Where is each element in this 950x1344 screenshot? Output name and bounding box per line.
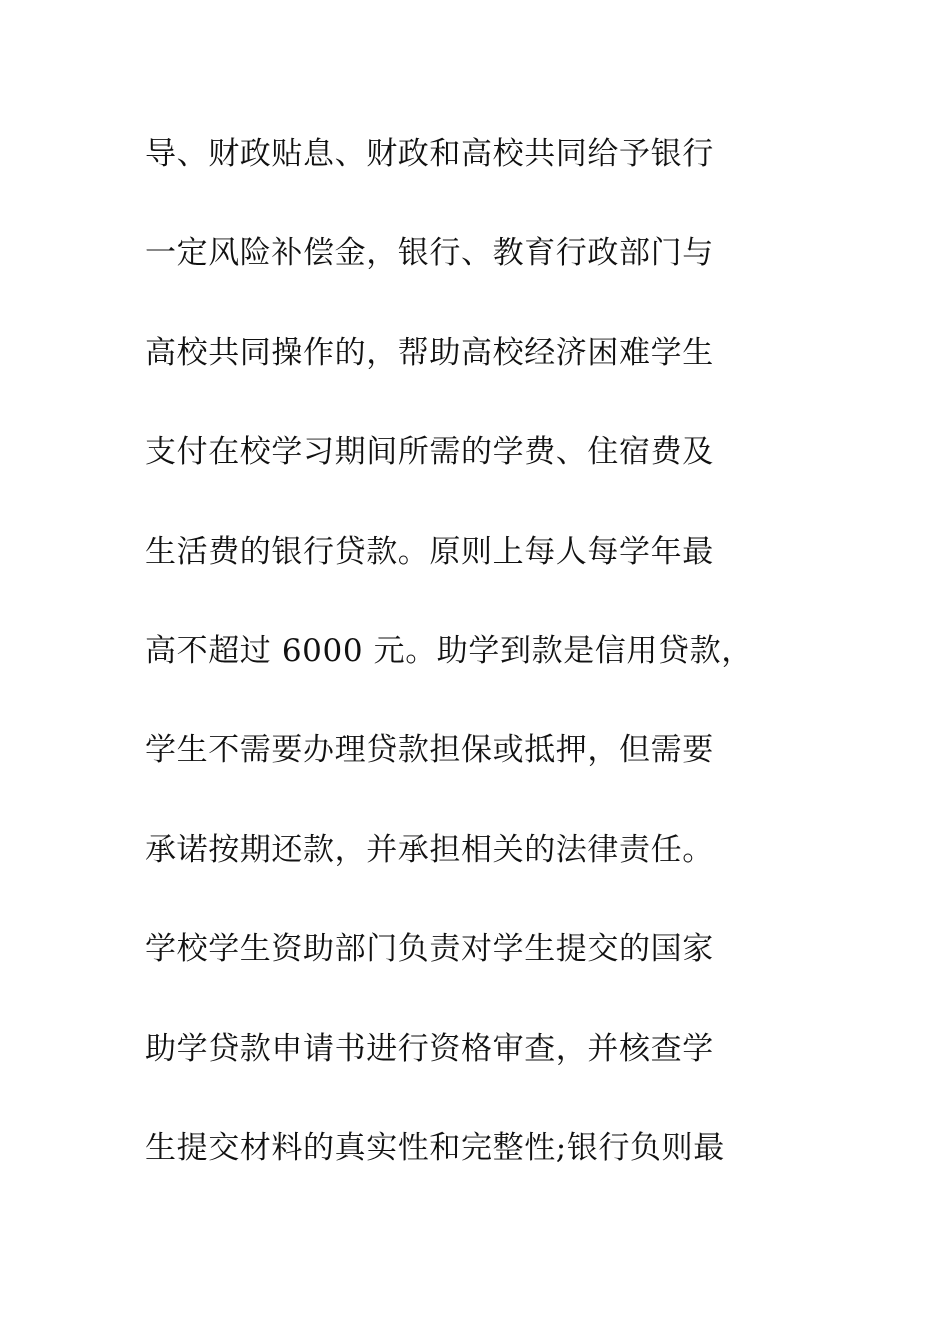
text-line: 承诺按期还款，并承担相关的法律责任。 bbox=[145, 831, 714, 868]
text-line: 学生不需要办理贷款担保或抵押，但需要 bbox=[145, 732, 714, 769]
text-line: 支付在校学习期间所需的学费、住宿费及 bbox=[145, 434, 714, 471]
text-line: 生提交材料的真实性和完整性;银行负则最 bbox=[145, 1129, 725, 1166]
text-line: 高不超过 6000 元。助学到款是信用贷款， bbox=[145, 632, 753, 669]
text-line: 助学贷款申请书进行资格审查，并核查学 bbox=[145, 1030, 714, 1067]
text-line: 一定风险补偿金，银行、教育行政部门与 bbox=[145, 235, 714, 272]
body-text bbox=[145, 126, 825, 1219]
text-line: 高校共同操作的，帮助高校经济困难学生 bbox=[145, 334, 714, 371]
text-line: 导、财政贴息、财政和高校共同给予银行 bbox=[145, 136, 714, 172]
text-line: 生活费的银行贷款。原则上每人每学年最 bbox=[145, 533, 714, 570]
text-line: 学校学生资助部门负责对学生提交的国家 bbox=[145, 931, 714, 968]
